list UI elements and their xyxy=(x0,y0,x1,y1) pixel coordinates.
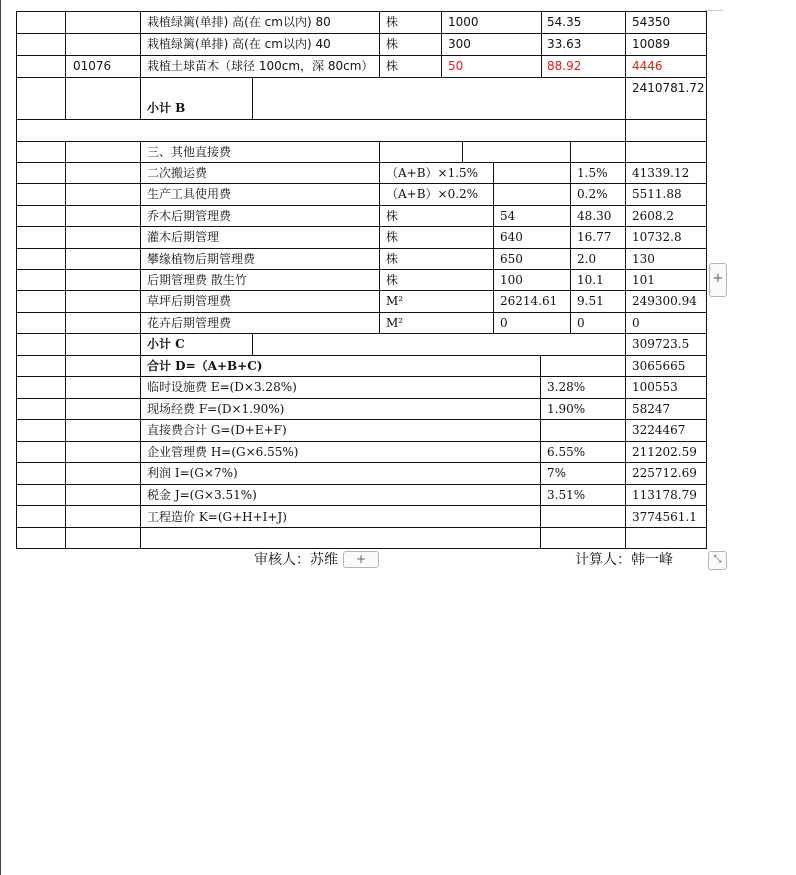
item-total: 54350 xyxy=(632,15,671,29)
subtotal-b-label: 小计 B xyxy=(147,101,186,115)
profit-i-label: 利润 I=(G×7%) xyxy=(147,466,238,480)
tax-j-value: 113178.79 xyxy=(632,488,697,502)
fee-h-label: 企业管理费 H=(G×6.55%) xyxy=(147,445,299,459)
total-g-value: 3224467 xyxy=(632,423,686,437)
fee-f-label: 现场经费 F=(D×1.90%) xyxy=(147,402,285,416)
calculator-label: 计算人：韩一峰 xyxy=(575,552,673,568)
fee-name: 攀缘植物后期管理费 xyxy=(147,252,256,266)
fee-name: 乔木后期管理费 xyxy=(147,209,232,223)
fee-total: 101 xyxy=(632,273,655,287)
fee-rate: 0.2% xyxy=(577,187,608,201)
fee-unit: 株 xyxy=(386,273,399,287)
fee-total: 130 xyxy=(632,252,655,266)
fee-total: 2608.2 xyxy=(632,209,674,223)
item-price: 54.35 xyxy=(547,15,582,29)
subtotal-c-label: 小计 C xyxy=(147,337,185,351)
fee-unit: M² xyxy=(386,316,404,330)
fee-unit: 株 xyxy=(386,209,399,223)
fee-e-rate: 3.28% xyxy=(547,380,586,394)
item-name: 栽植绿篱(单排) 高(在 cm以内) 80 xyxy=(147,15,331,29)
profit-i-value: 225712.69 xyxy=(632,466,697,480)
tax-j-label: 税金 J=(G×3.51%) xyxy=(147,488,257,502)
fee-price: 0 xyxy=(577,316,585,330)
fee-name: 生产工具使用费 xyxy=(147,187,232,201)
total-d-value: 3065665 xyxy=(632,359,686,373)
item-total: 4446 xyxy=(632,59,663,73)
fee-price: 16.77 xyxy=(577,230,612,244)
item-qty: 1000 xyxy=(448,15,479,29)
add-row-button[interactable]: + xyxy=(343,551,379,568)
fee-total: 41339.12 xyxy=(632,166,690,180)
fee-qty: 54 xyxy=(500,209,516,223)
resize-table-handle[interactable]: ⤡ xyxy=(708,551,727,570)
fee-qty: 100 xyxy=(500,273,523,287)
fee-name: 二次搬运费 xyxy=(147,166,208,180)
project-cost-label: 工程造价 K=(G+H+I+J) xyxy=(147,510,287,524)
fee-total: 249300.94 xyxy=(632,294,697,308)
fee-qty: 640 xyxy=(500,230,523,244)
subtotal-b-value: 2410781.72 xyxy=(632,81,705,95)
fee-f-value: 58247 xyxy=(632,402,671,416)
fee-h-value: 211202.59 xyxy=(632,445,697,459)
tax-j-rate: 3.51% xyxy=(547,488,586,502)
fee-price: 48.30 xyxy=(577,209,612,223)
section-heading: 三、其他直接费 xyxy=(147,145,232,159)
fee-unit: 株 xyxy=(386,252,399,266)
total-g-label: 直接费合计 G=(D+E+F) xyxy=(147,423,287,437)
fee-f-rate: 1.90% xyxy=(547,402,586,416)
fee-unit: M² xyxy=(386,294,404,308)
fee-name: 花卉后期管理费 xyxy=(147,316,232,330)
item-code: 01076 xyxy=(73,59,112,73)
subtotal-c-value: 309723.5 xyxy=(632,337,690,351)
total-d-label: 合计 D=（A+B+C) xyxy=(147,359,263,373)
fee-total: 5511.88 xyxy=(632,187,682,201)
fee-unit: 株 xyxy=(386,230,399,244)
item-unit: 株 xyxy=(386,15,399,29)
fee-h-rate: 6.55% xyxy=(547,445,586,459)
fee-name: 草坪后期管理费 xyxy=(147,294,232,308)
fee-e-value: 100553 xyxy=(632,380,678,394)
fee-qty: 26214.61 xyxy=(500,294,558,308)
fee-e-label: 临时设施费 E=(D×3.28%) xyxy=(147,380,297,394)
fee-qty: 0 xyxy=(500,316,508,330)
project-cost-value: 3774561.1 xyxy=(632,510,697,524)
fee-name: 灌木后期管理 xyxy=(147,230,220,244)
profit-i-rate: 7% xyxy=(547,466,567,480)
reviewer-label: 审核人：苏维 xyxy=(254,552,338,568)
fee-price: 2.0 xyxy=(577,252,597,266)
item-price: 33.63 xyxy=(547,37,582,51)
item-total: 10089 xyxy=(632,37,671,51)
fee-total: 10732.8 xyxy=(632,230,682,244)
add-column-button[interactable]: + xyxy=(709,263,727,297)
fee-qty: 650 xyxy=(500,252,523,266)
item-price: 88.92 xyxy=(547,59,582,73)
fee-price: 10.1 xyxy=(577,273,604,287)
fee-rate: 1.5% xyxy=(577,166,608,180)
item-unit: 株 xyxy=(386,37,399,51)
fee-formula: （A+B）×0.2% xyxy=(386,187,479,201)
fee-price: 9.51 xyxy=(577,294,604,308)
item-name: 栽植绿篱(单排) 高(在 cm以内) 40 xyxy=(147,37,331,51)
fee-total: 0 xyxy=(632,316,640,330)
item-unit: 株 xyxy=(386,59,399,73)
item-qty: 300 xyxy=(448,37,471,51)
item-name: 栽植土球苗木（球径 100cm，深 80cm） xyxy=(147,59,374,73)
fee-name: 后期管理费 散生竹 xyxy=(147,273,247,287)
item-qty: 50 xyxy=(448,59,464,73)
fee-formula: （A+B）×1.5% xyxy=(386,166,479,180)
